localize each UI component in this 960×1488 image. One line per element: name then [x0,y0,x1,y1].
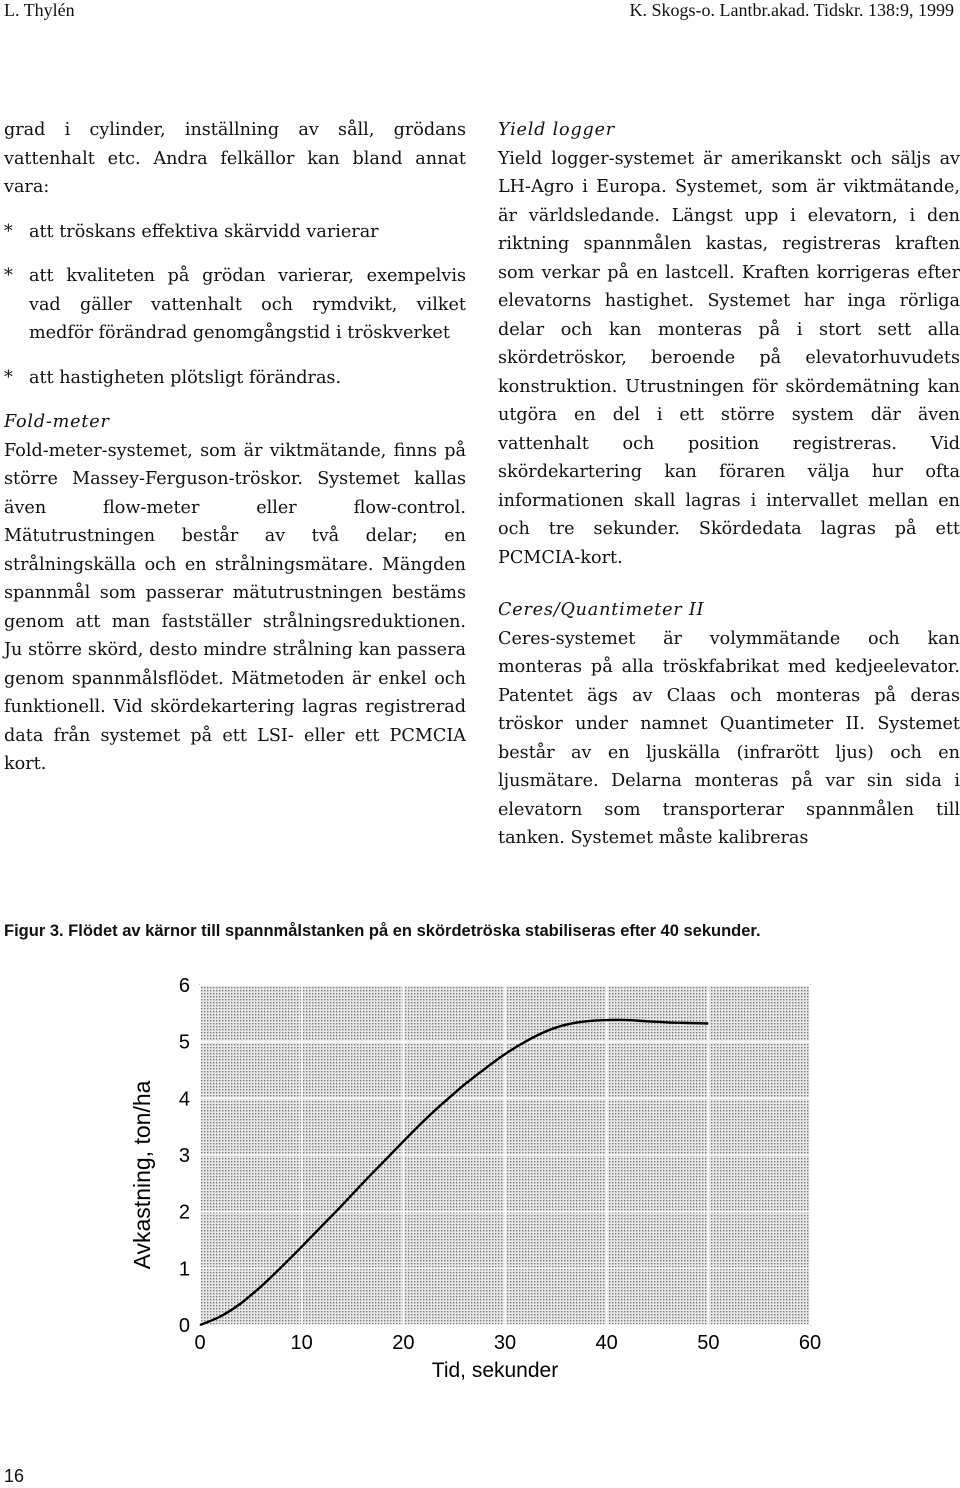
list-item [4,364,466,393]
section-text-yield-logger: Yield logger-systemet är amerikanskt och säljs av LH-Agro i Europa. Systemet, som är viktmätande, är världsledande. Längst upp i elevatorn, i den riktning spannmålen kastas, registreras kraften som verkar på en lastcell. Kraften korrigeras efter elevatorns hastighet. Systemet har inga rörliga delar och kan monteras på i stort sett alla skördetröskor, beroende på elevatorhuvudets konstruktion. Utrustningen för skördemätning kan utgöra en del i ett större system där även vattenhalt och position registreras. Vid skördekartering kan föraren välja hur ofta informationen skall lagras i intervallet mellan en och tre sekunder. Skördedata lagras på ett PCMCIA-kort. [498,148,960,568]
y-tick-label: 5 [178,1031,190,1054]
section-text-ceres: Ceres-systemet är volymmätande och kan monteras på alla tröskfabrikat med kedjeelevator. Patentet ägs av Claas och monteras på deras tröskor under namnet Quantimeter II. Systemet består av en ljuskälla (infrarött ljus) och en ljusmätare. Delarna monteras på var sin sida i elevatorn som transporterar spannmålen till tanken. Systemet måste kalibreras [498,628,960,848]
figure-caption: Figur 3. Flödet av kärnor till spannmålstanken på en skördetröska stabiliseras efter 40 sekunder. [4,922,761,940]
section-heading-ceres: Ceres/Quantimeter II [498,600,705,620]
y-tick-label: 1 [178,1258,190,1281]
yield-chart [120,960,840,1380]
section-text-fold-meter: Fold-meter-systemet, som är viktmätande, finns på större Massey-Ferguson-tröskor. Systemet kallas även flow-meter eller flow-control. Mätutrustningen består av två delar; en strålningskälla och en strålningsmätare. Mängden spannmål som passerar mätutrustningen bestäms genom att man fastställer strålningsreduktionen. Ju större skörd, desto mindre strålning kan passera genom spannmålsflödet. Mätmetoden är enkel och funktionell. Vid skördekartering lagras registrerad data från systemet på ett LSI- eller ett PCMCIA kort. [4,440,466,774]
section-heading-yield-logger: Yield logger [498,120,615,140]
y-axis-label: Avkastning, ton/ha [129,1080,155,1270]
y-tick-label: 6 [178,975,190,997]
section-heading-fold-meter: Fold-meter [4,412,110,432]
bullet-marker: * [4,221,13,242]
x-tick-label: 0 [194,1332,206,1354]
list-item [4,218,466,247]
x-tick-label: 60 [798,1332,822,1354]
running-header-author: L. Thylén [4,0,75,20]
y-tick-label: 0 [178,1315,190,1337]
x-tick-label: 30 [493,1332,517,1354]
x-tick-label: 40 [595,1332,618,1354]
right-column [498,116,960,853]
list-item-text: att hastigheten plötsligt förändras. [29,367,342,388]
x-tick-label: 50 [697,1332,720,1354]
list-item-text: att tröskans effektiva skärvidd varierar [29,221,379,242]
x-tick-label: 20 [392,1332,415,1354]
list-item-text: att kvaliteten på grödan varierar, exempelvis vad gäller vattenhalt och rymdvikt, vilket medför förändrad genomgångstid i tröskverket [29,266,466,343]
running-header-journal: K. Skogs-o. Lantbr.akad. Tidskr. 138:9, 1999 [629,0,954,20]
y-tick-label: 3 [178,1145,190,1167]
left-column [4,116,466,779]
bullet-marker: * [4,367,13,388]
bullet-marker: * [4,266,13,286]
y-tick-label: 2 [178,1201,190,1224]
y-tick-label: 4 [178,1088,190,1111]
list-item [4,262,466,348]
x-tick-label: 10 [290,1332,313,1354]
intro-paragraph: grad i cylinder, inställning av såll, grödans vattenhalt etc. Andra felkällor kan bland annat vara: [4,120,466,197]
page-number: 16 [4,1466,25,1486]
x-axis-label: Tid, sekunder [431,1359,559,1380]
